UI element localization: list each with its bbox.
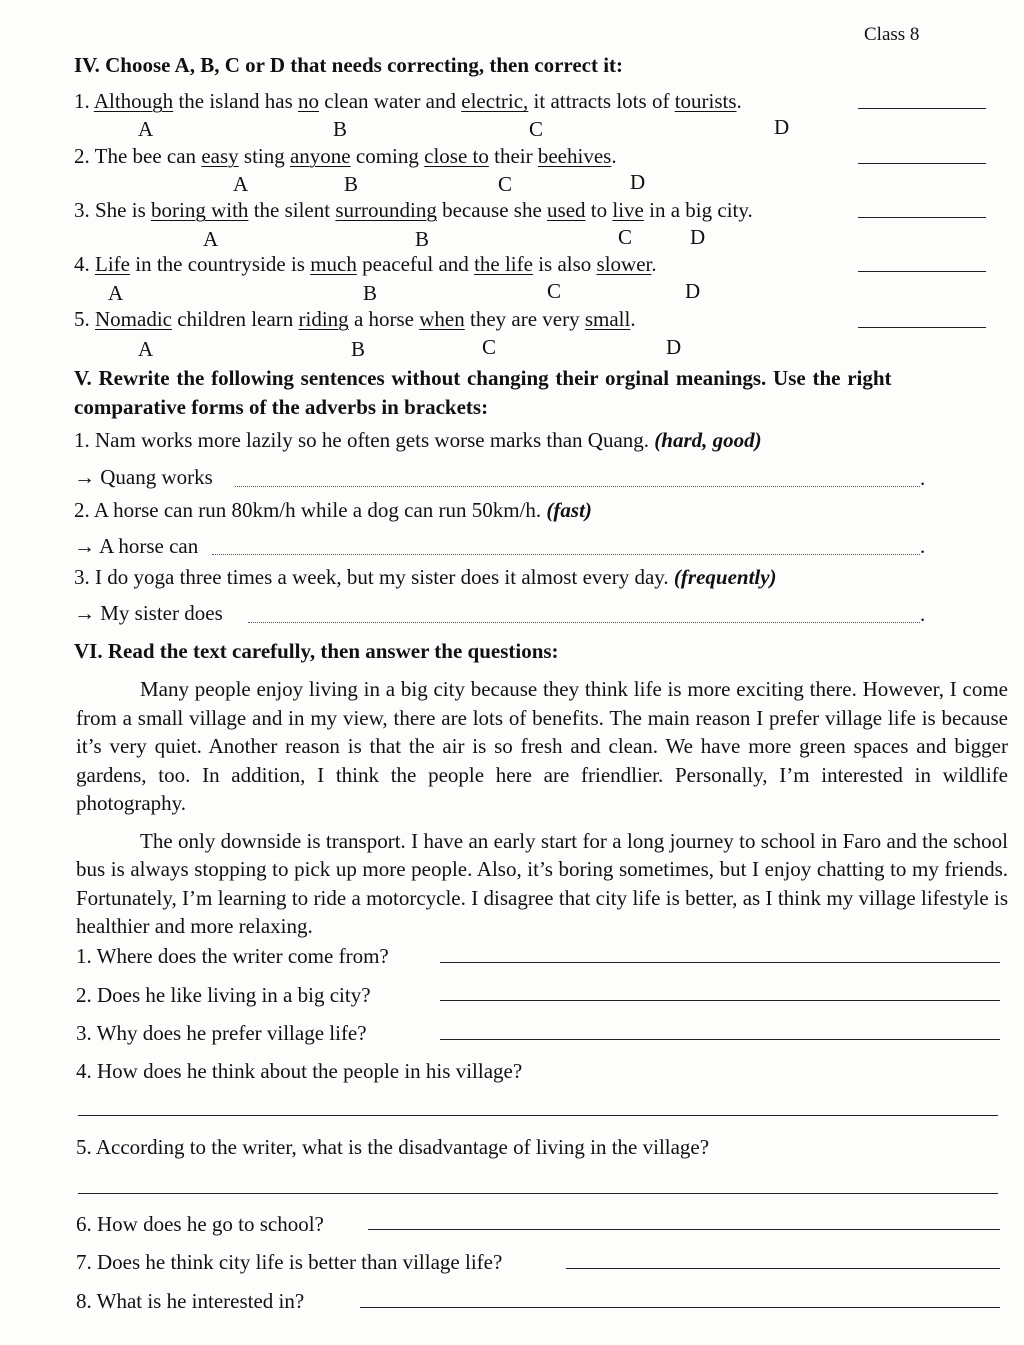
answer-line-7[interactable]: [566, 1268, 1000, 1269]
letter-c: C: [529, 117, 544, 141]
option-d: beehives: [537, 144, 612, 168]
option-c: the life: [474, 252, 533, 276]
question-1: 1. Where does the writer come from?: [76, 944, 389, 968]
question-7: 7. Does he think city life is better than village life?: [76, 1250, 503, 1274]
letter-b: B: [344, 172, 359, 196]
option-c: when: [419, 307, 465, 331]
option-a: Life: [95, 252, 130, 276]
question-8: 8. What is he interested in?: [76, 1289, 305, 1313]
option-d: small: [584, 307, 631, 331]
answer-line-3[interactable]: [440, 1039, 1000, 1040]
error-item-2: 2. The bee can easy sting anyone coming close to their beehives.: [74, 144, 617, 168]
section-6-title: VI. Read the text carefully, then answer the questions:: [74, 639, 559, 663]
question-6: 6. How does he go to school?: [76, 1212, 324, 1236]
question-4: 4. How does he think about the people in his village?: [76, 1059, 523, 1083]
error-item-5: 5. Nomadic children learn riding a horse when they are very small.: [74, 307, 636, 331]
option-a: easy: [201, 144, 239, 168]
option-a: Nomadic: [95, 307, 172, 331]
answer-blank-2[interactable]: [858, 163, 986, 164]
option-d: slower: [596, 252, 652, 276]
option-b: surrounding: [335, 198, 437, 222]
answer-blank-1[interactable]: [858, 108, 986, 109]
answer-blank-3[interactable]: [858, 217, 986, 218]
option-d: live: [612, 198, 644, 222]
error-item-3: 3. She is boring with the silent surrounding because she used to live in a big city.: [74, 198, 753, 222]
question-2: 2. Does he like living in a big city?: [76, 983, 371, 1007]
rewrite-sentence-1: 1. Nam works more lazily so he often gets worse marks than Quang. (hard, good): [74, 428, 762, 452]
letter-b: B: [333, 117, 348, 141]
section-5-title-line2: comparative forms of the adverbs in brackets:: [74, 395, 489, 419]
letter-b: B: [363, 281, 378, 305]
adverb-hint: (hard, good): [654, 428, 762, 452]
letter-d: D: [685, 279, 701, 303]
option-b: riding: [298, 307, 349, 331]
option-b: no: [298, 89, 319, 113]
question-3: 3. Why does he prefer village life?: [76, 1021, 367, 1045]
option-c: close to: [424, 144, 489, 168]
letter-d: D: [690, 225, 706, 249]
answer-line-4[interactable]: [78, 1115, 998, 1116]
answer-line-2[interactable]: [440, 1000, 1000, 1001]
letter-c: C: [498, 172, 513, 196]
error-item-4: 4. Life in the countryside is much peaceful and the life is also slower.: [74, 252, 657, 276]
option-a: Although: [93, 89, 174, 113]
class-label: Class 8: [864, 24, 920, 45]
answer-blank-5[interactable]: [858, 327, 986, 328]
rewrite-prompt-1: → Quang works: [74, 465, 213, 489]
letter-a: A: [138, 337, 154, 361]
adverb-hint: (fast): [546, 498, 592, 522]
rewrite-sentence-2: 2. A horse can run 80km/h while a dog can run 50km/h. (fast): [74, 498, 592, 522]
arrow-icon: →: [74, 465, 95, 489]
rewrite-sentence-3: 3. I do yoga three times a week, but my sister does it almost every day. (frequently): [74, 565, 777, 589]
letter-a: A: [203, 227, 219, 251]
rewrite-answer-line-3[interactable]: [248, 622, 920, 623]
error-item-1: 1. Although the island has no clean water and electric, it attracts lots of tourists.: [74, 89, 742, 113]
answer-blank-4[interactable]: [858, 271, 986, 272]
passage-paragraph-1: Many people enjoy living in a big city because they think life is more exciting there. However, I come from a small village and in my view, there are lots of benefits. The main reason I prefer village life is because it’s very quiet. Another reason is that the air is so fresh and clean. We have more green spaces and bigger gardens, too. In addition, I think the people here are friendlier. Personally, I’m interested in wildlife photography.: [76, 677, 1008, 815]
answer-line-5[interactable]: [78, 1193, 998, 1194]
letter-a: A: [108, 281, 124, 305]
option-b: much: [310, 252, 357, 276]
section-5-title: V. Rewrite the following sentences without changing their orginal meanings. Use the right: [74, 366, 892, 390]
adverb-hint: (frequently): [673, 565, 777, 589]
letter-b: B: [351, 337, 366, 361]
arrow-icon: →: [74, 601, 95, 625]
letter-c: C: [547, 279, 562, 303]
section-4-title: IV. Choose A, B, C or D that needs correcting, then correct it:: [74, 53, 624, 77]
option-d: tourists: [674, 89, 737, 113]
rewrite-prompt-3: → My sister does: [74, 601, 223, 625]
answer-line-8[interactable]: [360, 1307, 1000, 1308]
letter-a: A: [233, 172, 249, 196]
letter-a: A: [138, 117, 154, 141]
answer-line-1[interactable]: [440, 962, 1000, 963]
arrow-icon: →: [74, 534, 95, 558]
letter-c: C: [618, 225, 633, 249]
option-c: used: [547, 198, 586, 222]
rewrite-answer-line-2[interactable]: [212, 554, 920, 555]
letter-d: D: [666, 335, 682, 359]
option-a: boring with: [151, 198, 249, 222]
letter-d: D: [774, 115, 790, 139]
option-b: anyone: [289, 144, 351, 168]
rewrite-prompt-2: → A horse can: [74, 534, 199, 558]
letter-c: C: [482, 335, 497, 359]
letter-d: D: [630, 170, 646, 194]
passage-paragraph-2: The only downside is transport. I have an early start for a long journey to school in Faro and the school bus is always stopping to pick up more people. Also, it’s boring sometimes, but I enjoy chatting to my friends. Fortunately, I’m learning to ride a motorcycle. I disagree that city life is better, as I think my village lifestyle is healthier and more relaxing.: [76, 828, 1008, 938]
reading-passage: [76, 675, 1008, 941]
question-5: 5. According to the writer, what is the disadvantage of living in the village?: [76, 1135, 710, 1159]
letter-b: B: [415, 227, 430, 251]
rewrite-answer-line-1[interactable]: [235, 486, 920, 487]
option-c: electric,: [461, 89, 529, 113]
answer-line-6[interactable]: [368, 1229, 1000, 1230]
